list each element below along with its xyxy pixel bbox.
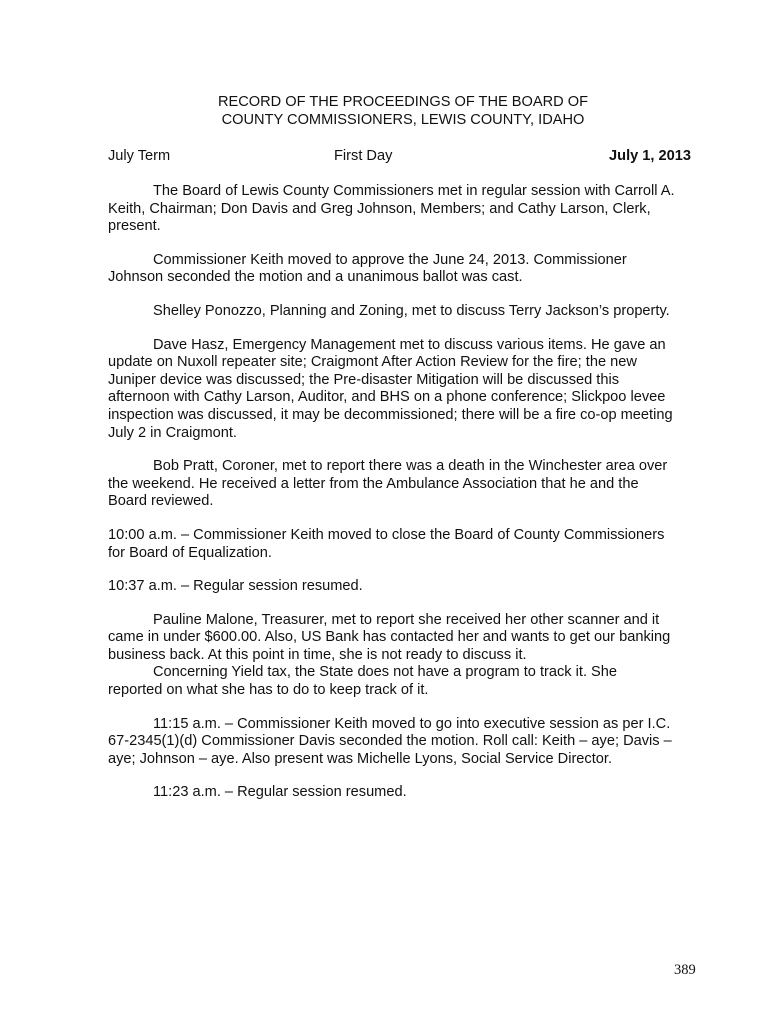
- text-line: Concerning Yield tax, the State does not have a program to track it. She: [153, 664, 618, 681]
- text-line: Board reviewed.: [108, 493, 214, 510]
- text-line: Keith, Chairman; Don Davis and Greg Johnson, Members; and Cathy Larson, Clerk,: [108, 200, 651, 217]
- paragraph-executive-session: [108, 716, 700, 769]
- text-line: The Board of Lewis County Commissioners met in regular session with Carroll A.: [153, 183, 675, 199]
- text-line: inspection was discussed, it may be decommissioned; there will be a fire co-op meeting: [108, 406, 673, 423]
- paragraph-treasurer: [108, 612, 700, 665]
- text-line: for Board of Equalization.: [108, 544, 272, 561]
- text-line: Dave Hasz, Emergency Management met to discuss various items. He gave an: [153, 336, 666, 353]
- title-line-1: RECORD OF THE PROCEEDINGS OF THE BOARD OF: [217, 94, 589, 110]
- text-line: Commissioner Keith moved to approve the June 24, 2013. Commissioner: [153, 251, 627, 268]
- paragraph-board-of-equalization: [108, 527, 700, 562]
- paragraph-planning-zoning: [108, 303, 700, 321]
- paragraph-attendance: [108, 183, 700, 236]
- text-line: 11:23 a.m. – Regular session resumed.: [153, 784, 407, 801]
- paragraph-yield-tax: [108, 664, 700, 699]
- text-line: Shelley Ponozzo, Planning and Zoning, met to discuss Terry Jackson’s property.: [153, 302, 670, 319]
- text-line: afternoon with Cathy Larson, Auditor, and BHS on a phone conference; Slickpoo levee: [108, 389, 666, 406]
- text-line: 11:15 a.m. – Commissioner Keith moved to go into executive session as per I.C.: [153, 715, 671, 732]
- text-line: 10:37 a.m. – Regular session resumed.: [108, 578, 363, 595]
- text-line: update on Nuxoll repeater site; Craigmont After Action Review for the fire; the new: [108, 354, 637, 371]
- text-line: aye; Johnson – aye. Also present was Michelle Lyons, Social Service Director.: [108, 750, 613, 767]
- text-line: the weekend. He received a letter from the Ambulance Association that he and the: [108, 475, 639, 492]
- paragraph-session-resumed-1123: [108, 784, 700, 802]
- text-line: reported on what she has to do to keep track of it.: [108, 682, 429, 699]
- title-line-2: COUNTY COMMISSIONERS, LEWIS COUNTY, IDAHO: [221, 111, 585, 128]
- text-line: July 2 in Craigmont.: [108, 424, 237, 441]
- text-line: present.: [108, 218, 161, 235]
- page-number: 389: [674, 962, 696, 978]
- term-row: [108, 148, 691, 166]
- text-line: Johnson seconded the motion and a unanimous ballot was cast.: [108, 269, 523, 286]
- text-line: Pauline Malone, Treasurer, met to report she received her other scanner and it: [153, 611, 660, 628]
- text-line: 67-2345(1)(d) Commissioner Davis seconded the motion. Roll call: Keith – aye; Davis –: [108, 733, 672, 750]
- text-line: came in under $600.00. Also, US Bank has contacted her and wants to get our banking: [108, 629, 671, 646]
- paragraph-emergency-management: [108, 337, 700, 443]
- text-line: 10:00 a.m. – Commissioner Keith moved to close the Board of County Commissioners: [108, 526, 665, 543]
- text-line: Juniper device was discussed; the Pre-disaster Mitigation will be discussed this: [108, 371, 620, 388]
- paragraph-coroner: [108, 458, 700, 511]
- term-label: July Term: [108, 148, 171, 164]
- minutes-body: [108, 183, 700, 818]
- text-line: Bob Pratt, Coroner, met to report there was a death in the Winchester area over: [153, 458, 668, 475]
- meeting-date: July 1, 2013: [609, 148, 691, 164]
- paragraph-session-resumed-1037: [108, 578, 700, 596]
- paragraph-approve-minutes: [108, 252, 700, 287]
- document-title: [0, 94, 770, 129]
- day-label: First Day: [334, 148, 393, 164]
- text-line: business back. At this point in time, she is not ready to discuss it.: [108, 646, 527, 663]
